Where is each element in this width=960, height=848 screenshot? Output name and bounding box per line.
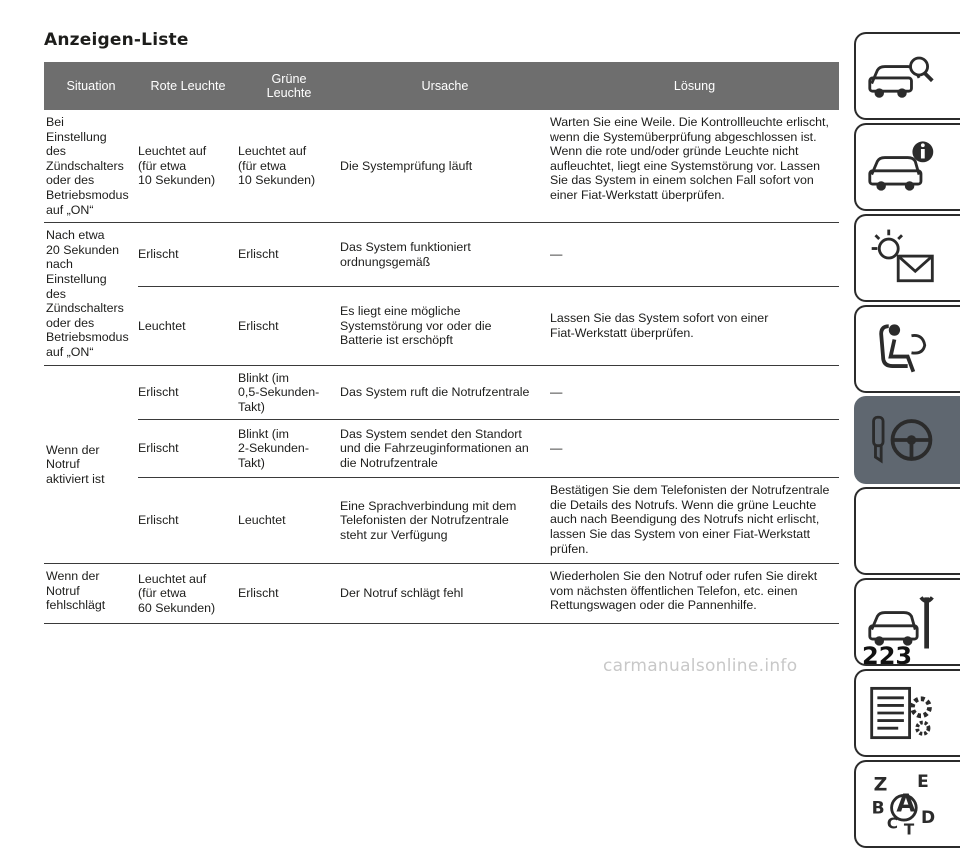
tab-warning-light-message[interactable] (854, 214, 960, 302)
red-light-cell: Leuchtet (138, 287, 238, 365)
situation-cell: Nach etwa 20 Sekunden nach Einstellung des Zündschalters oder des Betriebsmodus auf „ON“ (44, 223, 138, 365)
tab-seat-airbag[interactable] (854, 305, 960, 393)
warning-light-message-icon (866, 226, 938, 290)
index-letter: E (917, 771, 929, 792)
index-letter: Z (873, 773, 888, 796)
header-red-light: Rote Leuchte (138, 62, 238, 110)
situation-cell: Wenn der Notruf aktiviert ist (44, 365, 138, 564)
table-row (44, 478, 839, 564)
table-header-row (44, 62, 839, 110)
header-situation: Situation (44, 62, 138, 110)
tab-car-accident-warning[interactable] (854, 487, 960, 575)
solution-cell: Lassen Sie das System sofort von einer Fiat-Werkstatt überprüfen. (550, 287, 839, 365)
solution-cell: Warten Sie eine Weile. Die Kontrollleuchte erlischt, wenn die Systemüberprüfung abgeschlossen ist. Wenn die rote und/oder gründe Leuchte nicht aufleuchtet, liegt eine Systemstörung vor. Lassen Sie das System in einem solchen Fall sofort von einer Fiat-Werkstatt überprüfen. (550, 110, 839, 223)
header-green-light-text: Grüne Leuchte (266, 72, 312, 100)
index-letter: B (871, 798, 885, 819)
header-solution: Lösung (550, 62, 839, 110)
solution-cell: — (550, 223, 839, 287)
page-number: 223 (862, 642, 913, 670)
cause-cell: Das System ruft die Notrufzentrale (340, 365, 550, 420)
cause-cell: Die Systemprüfung läuft (340, 110, 550, 223)
index-letter: T (903, 820, 915, 839)
alphabet-index-icon (866, 771, 938, 839)
green-light-cell: Blinkt (im 0,5-Sekunden- Takt) (238, 365, 340, 420)
index-letter: A (896, 788, 916, 818)
red-light-cell: Leuchtet auf (für etwa 10 Sekunden) (138, 110, 238, 223)
page-title: Anzeigen-Liste (44, 30, 189, 50)
tab-alphabet-index[interactable] (854, 760, 960, 848)
table-row (44, 110, 839, 223)
cause-cell: Das System funktioniert ordnungsgemäß (340, 223, 550, 287)
cause-cell: Das System sendet den Standort und die Fahrzeuginformationen an die Notrufzentrale (340, 420, 550, 478)
red-light-cell: Erlischt (138, 223, 238, 287)
indicator-table (44, 62, 839, 624)
green-light-cell: Leuchtet (238, 478, 340, 564)
table-row (44, 564, 839, 624)
red-light-cell: Leuchtet auf (für etwa 60 Sekunden) (138, 564, 238, 624)
seat-airbag-icon (866, 317, 938, 381)
table-row (44, 223, 839, 287)
red-light-cell: Erlischt (138, 478, 238, 564)
situation-cell: Wenn der Notruf fehlschlägt (44, 564, 138, 624)
tab-car-search[interactable] (854, 32, 960, 120)
car-info-icon (866, 135, 938, 199)
red-light-cell: Erlischt (138, 420, 238, 478)
cause-cell: Es liegt eine mögliche Systemstörung vor oder die Batterie ist erschöpft (340, 287, 550, 365)
solution-cell: — (550, 365, 839, 420)
specs-gear-icon (866, 681, 938, 745)
table-row (44, 420, 839, 478)
tab-car-info[interactable] (854, 123, 960, 211)
green-light-cell: Leuchtet auf (für etwa 10 Sekunden) (238, 110, 340, 223)
red-light-cell: Erlischt (138, 365, 238, 420)
watermark: carmanualsonline.info (603, 656, 798, 676)
situation-cell: Bei Einstellung des Zündschalters oder des Betriebsmodus auf „ON“ (44, 110, 138, 223)
green-light-cell: Erlischt (238, 564, 340, 624)
header-cause: Ursache (340, 62, 550, 110)
solution-cell: — (550, 420, 839, 478)
green-light-cell: Erlischt (238, 287, 340, 365)
cause-cell: Der Notruf schlägt fehl (340, 564, 550, 624)
header-green-light (238, 62, 340, 110)
index-letter: C (886, 814, 898, 833)
green-light-cell: Blinkt (im 2-Sekunden- Takt) (238, 420, 340, 478)
green-light-cell: Erlischt (238, 223, 340, 287)
table-row (44, 287, 839, 365)
key-steering-wheel-icon (866, 408, 938, 472)
tab-key-steering-wheel[interactable] (854, 396, 960, 484)
solution-cell: Bestätigen Sie dem Telefonisten der Notrufzentrale die Details des Notrufs. Wenn die grüne Leuchte auch nach Beendigung des Notrufs nicht erlischt, lassen Sie das System von einer Fiat-Werkstatt prüfen. (550, 478, 839, 564)
cause-cell: Eine Sprachverbindung mit dem Telefonisten der Notrufzentrale steht zur Verfügung (340, 478, 550, 564)
solution-cell: Wiederholen Sie den Notruf oder rufen Sie direkt vom nächsten öffentlichen Telefon, etc. einen Rettungswagen oder die Pannenhilfe. (550, 564, 839, 624)
car-search-icon (866, 44, 938, 108)
table-row (44, 365, 839, 420)
index-letter: D (920, 807, 936, 828)
tab-specs-gear[interactable] (854, 669, 960, 757)
car-accident-warning-icon (866, 499, 938, 563)
